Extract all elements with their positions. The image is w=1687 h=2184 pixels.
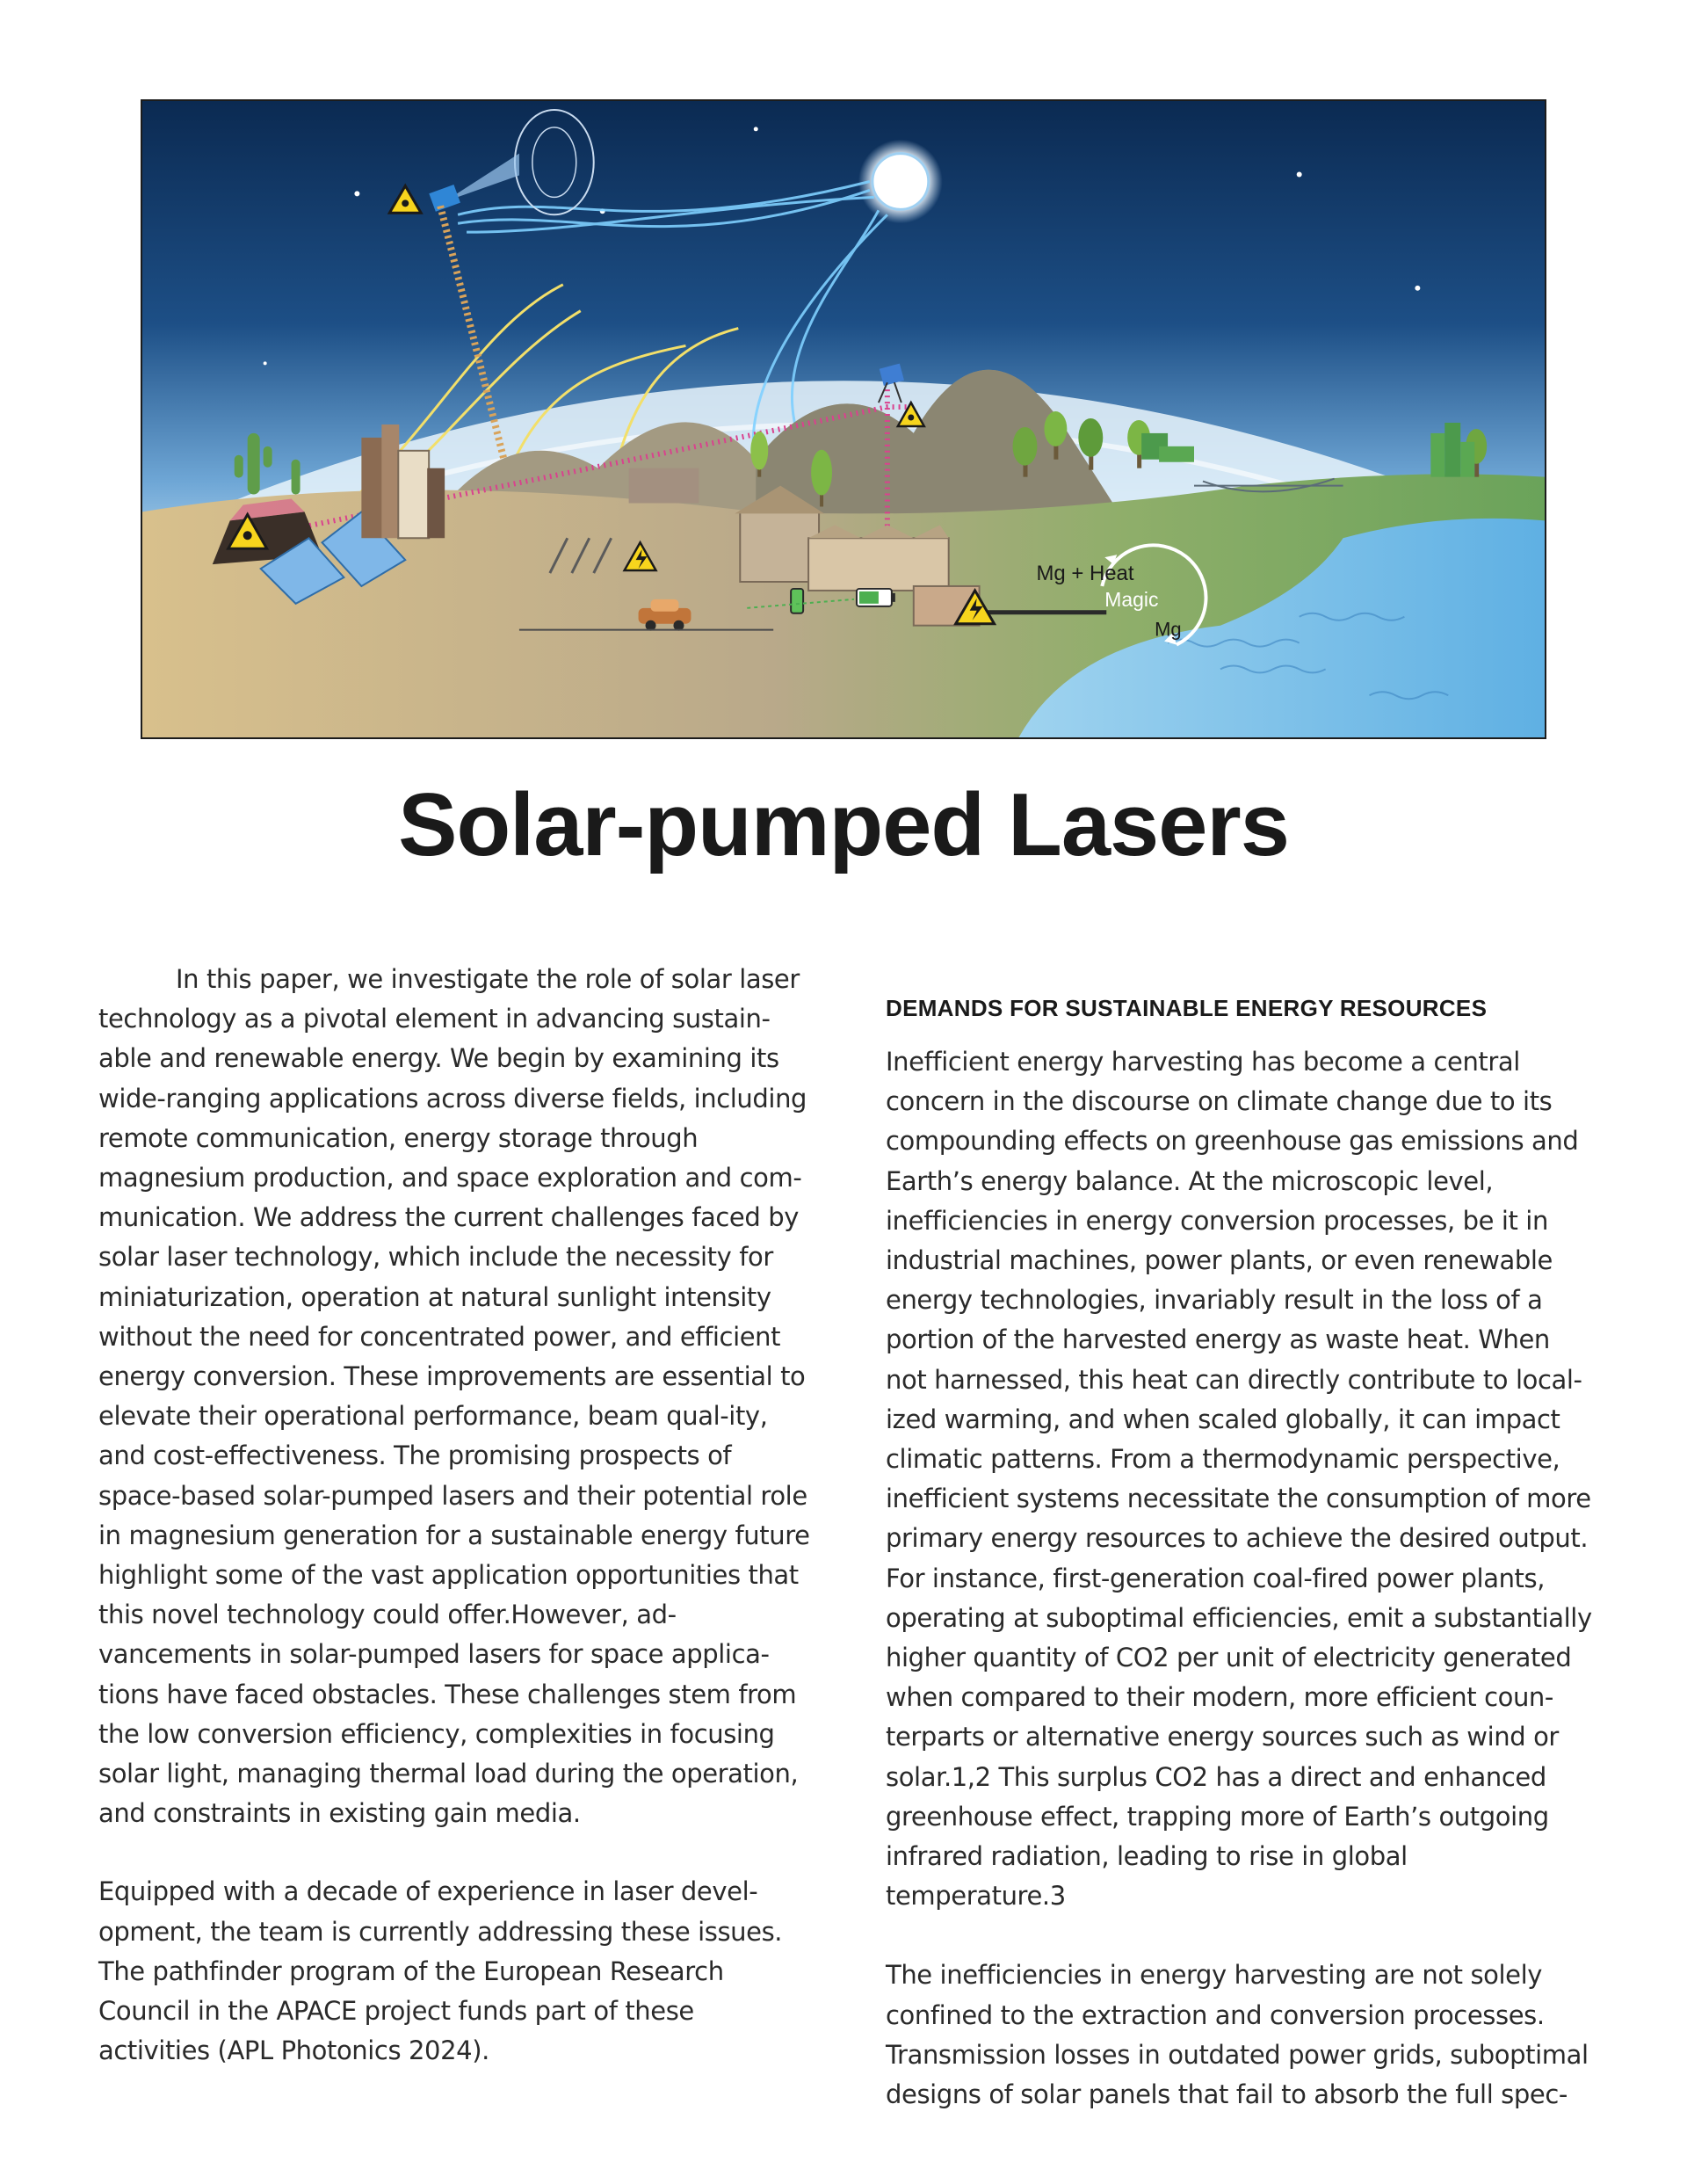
page-title: Solar-pumped Lasers <box>398 776 1289 874</box>
solar-laser-scene <box>142 101 1545 737</box>
right-column <box>886 993 1593 2115</box>
left-column <box>98 960 810 2071</box>
body-paragraph: The inefficiencies in energy harvesting are not solely confined to the extraction and conversion processes. Transmission losses in outdated power grids, suboptimal designs of solar panels that fail to absorb the full spec- <box>886 1960 1589 2110</box>
section-heading: DEMANDS FOR SUSTAINABLE ENERGY RESOURCES <box>886 995 1488 1021</box>
magic-label: Magic <box>1104 587 1159 611</box>
hero-illustration <box>141 99 1546 739</box>
mg-label: Mg <box>1155 618 1182 641</box>
battery-icon <box>857 589 895 606</box>
body-paragraph: In this paper, we investigate the role of solar laser technology as a pivotal element in advancing sustain-able and renewable energy. We begin by examining its wide-ranging applications across diverse fields, including remote communication, energy storage through magnesium production, and space exploration and com-munication. We address the current challenges faced by solar laser technology, which include the necessity for miniaturization, operation at natural sunlight intensity without the need for concentrated power, and efficient energy conversion. These improvements are essential to elevate their operational performance, beam qual-ity, and cost-effectiveness. The promising prospects of space-based solar-pumped lasers and their potential role in magnesium generation for a sustainable energy future highlight some of the vast application opportunities that this novel technology could offer.However, ad-vancements in solar-pumped lasers for space applica-tions have faced obstacles. These challenges stem from the low conversion efficiency, complexities in focusing solar light, managing thermal load during the operation, and constraints in existing gain media. <box>98 964 810 1829</box>
mg-heat-label: Mg + Heat <box>1036 562 1134 585</box>
sun-icon <box>858 140 943 223</box>
body-paragraph: Equipped with a decade of experience in laser devel-opment, the team is currently addressing these issues. The pathfinder program of the European Research Council in the APACE project funds part of these activities (APL Photonics 2024). <box>98 1876 783 2066</box>
body-paragraph: Inefficient energy harvesting has become a central concern in the discourse on climate change due to its compounding effects on greenhouse gas emissions and Earth’s energy balance. At the microscopic level, inefficiencies in energy conversion processes, be it in industrial machines, power plants, or even renewable energy technologies, invariably result in the loss of a portion of the harvested energy as waste heat. When not harnessed, this heat can directly contribute to local-ized warming, and when scaled globally, it can impact climatic patterns. From a thermodynamic perspective, inefficient systems necessitate the consumption of more primary energy resources to achieve the desired output. For instance, first-generation coal-fired power plants, operating at suboptimal efficiencies, emit a substantially higher quantity of CO2 per unit of electricity generated when compared to their modern, more efficient coun-terparts or alternative energy sources such as wind or solar.1,2 This surplus CO2 has a direct and enhanced greenhouse effect, trapping more of Earth’s outgoing infrared radiation, leading to rise in global temperature.3 <box>886 1047 1592 1912</box>
battery-icon <box>791 589 803 613</box>
